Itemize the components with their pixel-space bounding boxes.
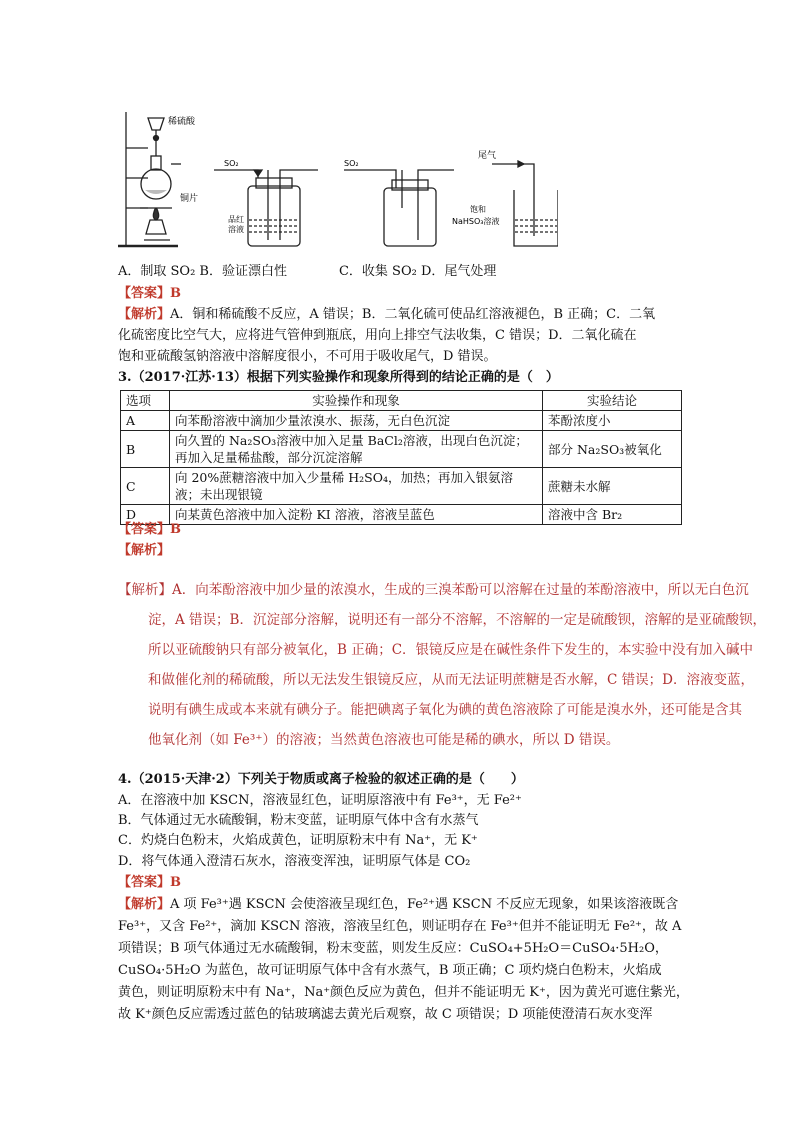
q3-analysis-block <box>118 575 766 755</box>
q4-analysis-line: 故 K⁺颜色反应需透过蓝色的钴玻璃滤去黄光后观察，故 C 项错误；D 项能使澄清石灰水变浑 <box>118 1007 653 1022</box>
table-cell: B <box>121 431 170 468</box>
q3-analysis-tag: 【解析】 <box>118 543 171 558</box>
q3-analysis-line: 所以亚硫酸钠只有部分被氧化，B 正确；C．银镜反应是在碱性条件下发生的，本实验中没有加入碱中 <box>148 642 754 658</box>
table-cell: 溶液中含 Br₂ <box>543 505 682 525</box>
q4-answer <box>118 873 181 893</box>
table-cell: D <box>121 505 170 525</box>
q3-analysis-line: 淀，A 错误；B．沉淀部分溶解，说明还有一部分不溶解，不溶解的一定是硫酸钡，溶解的是亚硫酸钡， <box>148 612 766 628</box>
q3-answer-value: B <box>170 522 182 537</box>
table-row <box>121 505 682 525</box>
q3-analysis-line: 说明有碘生成或本来就有碘分子。能把碘离子氧化为碘的黄色溶液除了可能是溴水外，还可能是含其 <box>148 702 742 718</box>
tail-gas-label: 尾气 <box>478 151 497 161</box>
so2-label-c: SO₂ <box>344 159 359 168</box>
q4-option-b: B．气体通过无水硫酸铜，粉末变蓝，证明原气体中含有水蒸气 <box>118 813 479 828</box>
apparatus-b <box>214 170 318 246</box>
table-header-row <box>121 391 682 411</box>
q2-answer-value: B <box>170 286 182 301</box>
q2-answer-tag: 【答案】 <box>118 286 171 301</box>
q2-analysis-line-2: 化硫密度比空气大，应将进气管伸到瓶底，用向上排空气法收集，C 错误；D．二氧化硫在 <box>118 328 637 343</box>
q2-analysis-line-3: 饱和亚硫酸氢钠溶液中溶解度很小，不可用于吸收尾气，D 错误。 <box>118 349 497 364</box>
q4-analysis-line: 项错误；B 项气体通过无水硫酸铜，粉末变蓝，则发生反应：CuSO₄+5H₂O＝CuSO₄·5H₂O， <box>118 941 668 956</box>
q2-analysis-text-1: A．铜和稀硫酸不反应，A 错误；B．二氧化硫可使品红溶液褪色，B 正确；C．二氧 <box>170 307 656 322</box>
q4-analysis-line: CuSO₄·5H₂O 为蓝色，故可证明原气体中含有水蒸气，B 项正确；C 项灼烧白色粉末，火焰成 <box>118 963 662 978</box>
so2-label-b: SO₂ <box>224 159 239 168</box>
q4-analysis-block <box>118 894 689 1026</box>
q3-analysis-line: 和做催化剂的稀硫酸，所以无法发生银镜反应，从而无法证明蔗糖是否水解，C 错误；D．溶液变蓝， <box>148 672 754 688</box>
q4-option-a: A．在溶液中加 KSCN，溶液显红色，证明原溶液中有 Fe³⁺，无 Fe²⁺ <box>118 793 522 808</box>
q4-stem: 4.（2015·天津·2）下列关于物质或离子检验的叙述正确的是（ ） <box>118 772 524 787</box>
q4-analysis-text: A 项 Fe³⁺遇 KSCN 会使溶液呈现红色，Fe²⁺遇 KSCN 不反应无现象，如果该溶液既含 <box>170 897 679 912</box>
q3-answer-tag: 【答案】 <box>118 522 171 537</box>
table-row <box>121 411 682 431</box>
q3-analysis-line: 【解析】A．向苯酚溶液中加少量的浓溴水，生成的三溴苯酚可以溶解在过量的苯酚溶液中，所以无白色沉 <box>118 582 749 598</box>
table-cell: A <box>121 411 170 431</box>
apparatus-d <box>492 161 558 246</box>
q3-analysis-line: 他氧化剂（如 Fe³⁺）的溶液；当然黄色溶液也可能是稀的碘水，所以 D 错误。 <box>148 732 620 748</box>
nahso3-label: NaHSO₃溶液 <box>452 217 500 226</box>
table-cell: 向某黄色溶液中加入淀粉 KI 溶液，溶液呈蓝色 <box>170 505 543 525</box>
table-header: 选项 <box>121 391 170 411</box>
q3-answer <box>118 520 181 540</box>
q2-answer <box>118 284 181 304</box>
table-cell: C <box>121 468 170 505</box>
table-header: 实验操作和现象 <box>170 391 543 411</box>
apparatus-a <box>118 112 181 246</box>
table-cell: 向苯酚溶液中滴加少量浓溴水、振荡，无白色沉淀 <box>170 411 543 431</box>
q4-analysis-line <box>118 894 689 916</box>
table-header: 实验结论 <box>543 391 682 411</box>
q4-analysis-tag: 【解析】 <box>118 897 171 912</box>
saturated-label: 饱和 <box>470 205 486 214</box>
pinkred-label-1: 品红 <box>228 215 244 224</box>
table-cell: 蔗糖未水解 <box>543 468 682 505</box>
q3-stem: 3.（2017·江苏·13）根据下列实验操作和现象所得到的结论正确的是（ ） <box>118 370 559 385</box>
q4-option-c: C．灼烧白色粉末，火焰成黄色，证明原粉末中有 Na⁺，无 K⁺ <box>118 833 478 848</box>
table-cell: 部分 Na₂SO₃被氧化 <box>543 431 682 468</box>
table-row <box>121 468 682 505</box>
q2-analysis-tag: 【解析】 <box>118 307 171 322</box>
q4-option-d: D．将气体通入澄清石灰水，溶液变浑浊，证明原气体是 CO₂ <box>118 854 471 869</box>
dilute-acid-label: 稀硫酸 <box>168 117 196 127</box>
q2-analysis-line-1 <box>118 305 655 325</box>
copper-label: 铜片 <box>180 194 199 204</box>
table-cell: 向久置的 Na₂SO₃溶液中加入足量 BaCl₂溶液，出现白色沉淀；再加入足量稀盐酸，部分沉淀溶解 <box>170 431 543 468</box>
apparatus-c <box>344 170 454 246</box>
q3-table <box>120 390 682 525</box>
q4-answer-value: B <box>170 875 182 890</box>
apparatus-figure <box>118 108 558 254</box>
q4-analysis-line: Fe³⁺，又含 Fe²⁺，滴加 KSCN 溶液，溶液呈红色，则证明存在 Fe³⁺但并不能证明无 Fe²⁺，故 A <box>118 919 682 934</box>
pinkred-label-2: 溶液 <box>228 225 244 234</box>
table-row <box>121 431 682 468</box>
q4-analysis-line: 黄色，则证明原粉末中有 Na⁺，Na⁺颜色反应为黄色，但并不能证明无 K⁺，因为黄光可遮住紫光， <box>118 985 689 1000</box>
q4-answer-tag: 【答案】 <box>118 875 171 890</box>
table-cell: 苯酚浓度小 <box>543 411 682 431</box>
figure-caption: A．制取 SO₂ B．验证漂白性 C．收集 SO₂ D．尾气处理 <box>118 264 497 279</box>
table-cell: 向 20%蔗糖溶液中加入少量稀 H₂SO₄，加热；再加入银氨溶液；未出现银镜 <box>170 468 543 505</box>
